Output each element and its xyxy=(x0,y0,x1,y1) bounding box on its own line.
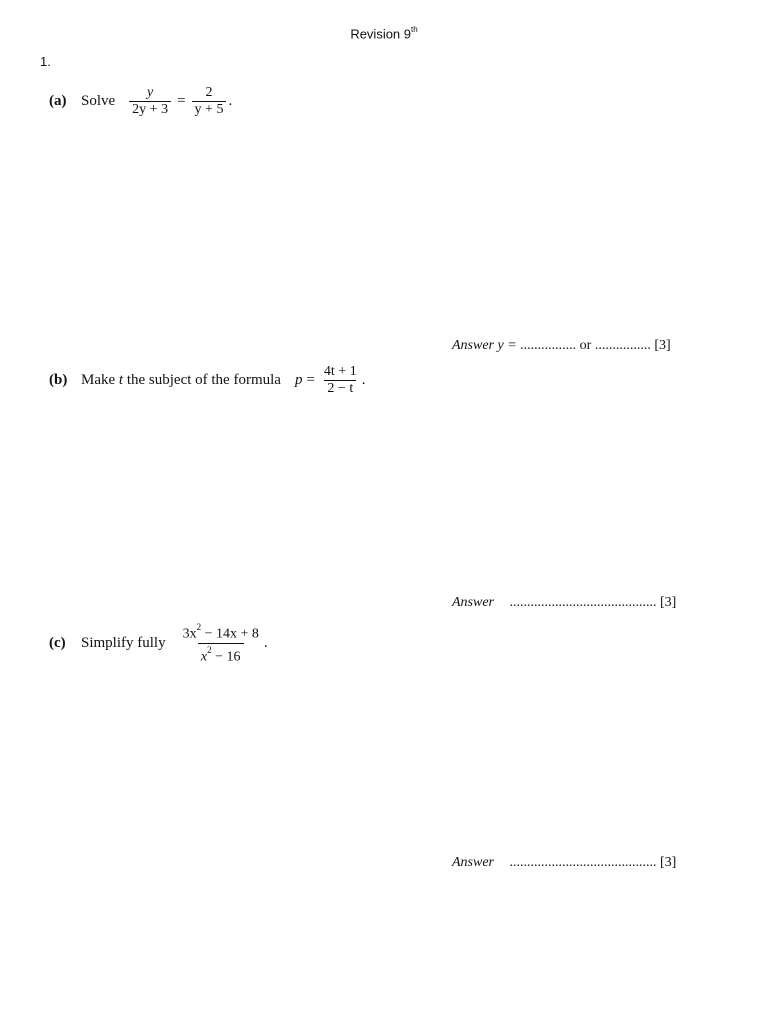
page-title-text: Revision 9 xyxy=(350,26,412,42)
part-b-variable: t xyxy=(118,372,124,388)
part-b-denominator: 2 − t xyxy=(324,380,356,397)
part-a-lhs-numerator: y xyxy=(147,85,154,100)
part-b-answer-label: Answer xyxy=(452,595,494,610)
part-a-answer-blank-2: ................ xyxy=(594,338,651,353)
part-c-question xyxy=(49,621,268,665)
question-number: 1. xyxy=(40,54,51,69)
part-c-numerator-term: 3x xyxy=(182,626,197,642)
part-a-rhs-denominator: y + 5 xyxy=(192,101,227,118)
part-b-answer-blank: .......................................... xyxy=(509,595,657,610)
part-b-instruction-pre: Make xyxy=(81,372,116,388)
part-a-end: . xyxy=(228,93,233,109)
part-a-rhs-numerator: 2 xyxy=(205,85,213,100)
part-c-end: . xyxy=(263,634,268,651)
part-b-equals: = xyxy=(306,372,315,388)
part-b-question xyxy=(49,364,365,397)
part-c-denominator xyxy=(198,643,244,666)
part-a-lhs-denominator: 2y + 3 xyxy=(129,101,171,118)
part-a-label: (a) xyxy=(49,93,67,109)
part-a-answer-line xyxy=(452,338,671,354)
part-b-end: . xyxy=(361,372,366,388)
part-c-instruction: Simplify fully xyxy=(81,634,166,651)
part-a-answer-blank-1: ................ xyxy=(520,338,577,353)
page-title-superscript: th xyxy=(411,25,418,34)
part-c-answer-blank: .......................................... xyxy=(509,855,657,870)
part-a-rhs-fraction xyxy=(192,85,227,118)
part-c-numerator-power: 2 xyxy=(196,622,202,632)
part-c-numerator xyxy=(180,621,262,643)
part-a-equals: = xyxy=(177,93,186,109)
part-b-answer-line xyxy=(452,595,676,611)
part-b-instruction-post: the subject of the formula xyxy=(126,372,281,388)
part-c-denominator-rest: − 16 xyxy=(211,649,241,665)
part-c-fraction xyxy=(180,621,262,665)
part-b-lhs: p xyxy=(294,372,303,388)
part-c-numerator-rest: − 14x + 8 xyxy=(201,626,259,642)
part-b-fraction xyxy=(321,364,360,397)
part-b-numerator: 4t + 1 xyxy=(323,364,357,379)
part-a-answer-label: Answer y = xyxy=(452,338,517,353)
page-title xyxy=(0,26,768,41)
part-c-answer-label: Answer xyxy=(452,855,494,870)
part-a-marks: [3] xyxy=(654,338,671,353)
part-a-answer-or: or xyxy=(579,338,592,353)
part-b-marks: [3] xyxy=(660,595,677,610)
part-a-question xyxy=(49,85,232,118)
part-b-label: (b) xyxy=(49,372,68,388)
part-c-denominator-term: x xyxy=(200,649,208,665)
part-c-label: (c) xyxy=(49,634,66,651)
part-c-denominator-power: 2 xyxy=(207,644,212,655)
part-a-lhs-fraction xyxy=(129,85,171,118)
part-c-marks: [3] xyxy=(660,855,677,870)
part-c-answer-line xyxy=(452,855,676,871)
part-a-instruction: Solve xyxy=(81,93,116,109)
